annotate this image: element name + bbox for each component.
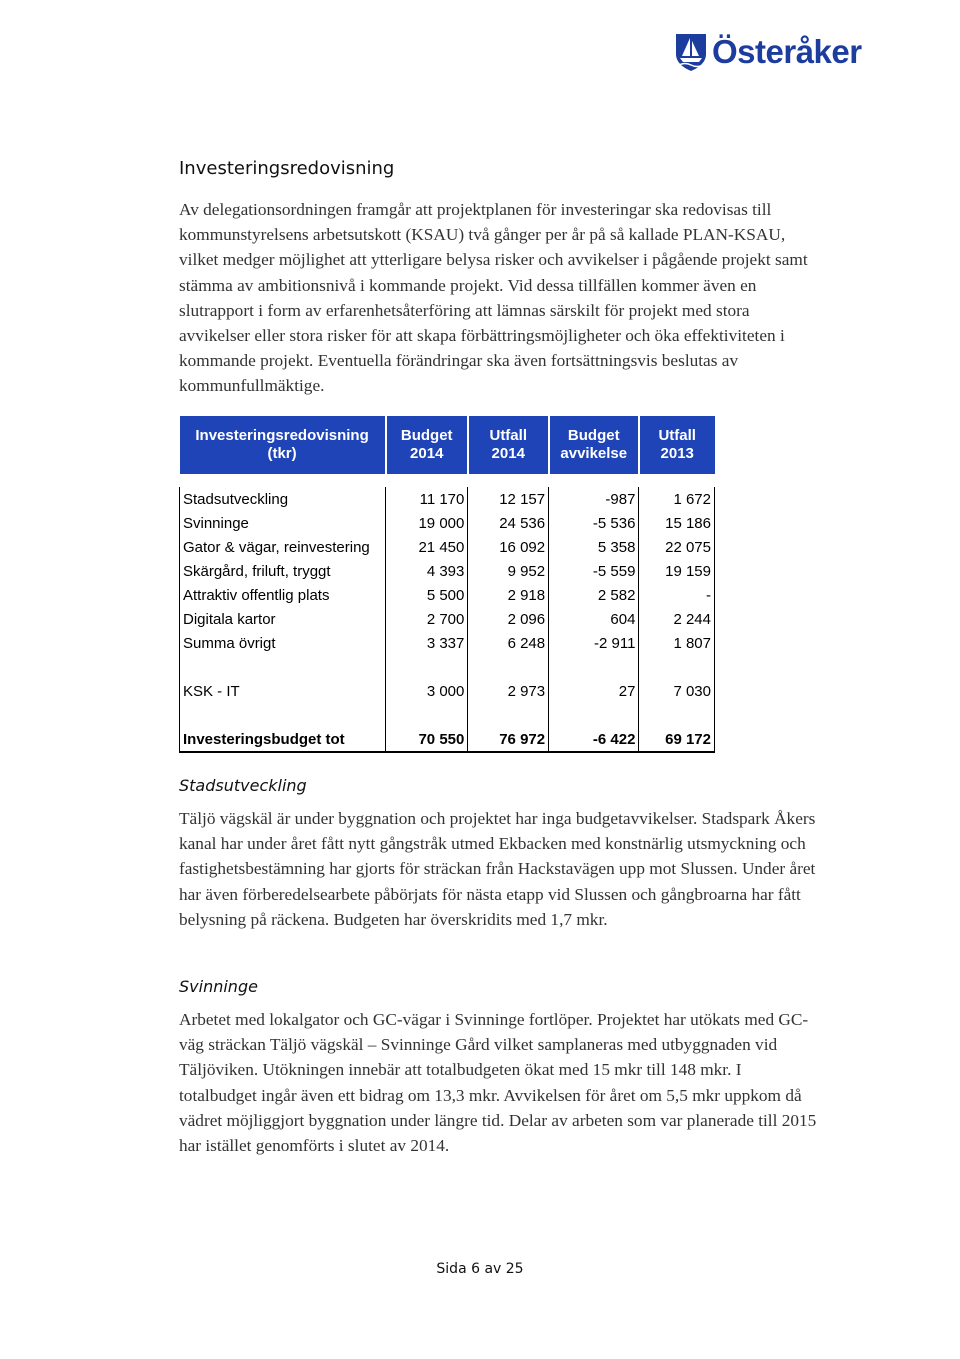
header-cell: Investeringsredovisning (tkr) xyxy=(180,416,386,474)
row-label: Stadsutveckling xyxy=(180,487,386,511)
cell-utfall-2013: 7 030 xyxy=(639,679,715,703)
cell-avvikelse: -5 536 xyxy=(549,511,639,535)
cell-budget-2014: 4 393 xyxy=(386,559,468,583)
cell-avvikelse: 5 358 xyxy=(549,535,639,559)
cell-utfall-2014: 9 952 xyxy=(468,559,549,583)
cell-budget-2014: 3 000 xyxy=(386,679,468,703)
cell-utfall-2013: 2 244 xyxy=(639,607,715,631)
cell-utfall-2014: 12 157 xyxy=(468,487,549,511)
total-utfall-2014: 76 972 xyxy=(468,727,549,752)
cell-utfall-2013: 1 672 xyxy=(639,487,715,511)
header-cell: Budget 2014 xyxy=(386,416,468,474)
coat-of-arms-icon xyxy=(674,32,708,72)
cell-utfall-2013: 15 186 xyxy=(639,511,715,535)
table-header-row xyxy=(180,416,715,474)
cell-budget-2014: 2 700 xyxy=(386,607,468,631)
row-label: Skärgård, friluft, tryggt xyxy=(180,559,386,583)
cell-utfall-2013: 1 807 xyxy=(639,631,715,655)
row-label: Digitala kartor xyxy=(180,607,386,631)
cell-avvikelse: -987 xyxy=(549,487,639,511)
stadsutveckling-paragraph: Täljö vägskäl är under byggnation och projektet har inga budgetavvikelser. Stadspark Åkers kanal har under året fått nytt gångstråk utmed Ekbacken med konstnärlig utsmyckning och fastighetsbestämning har gjorts för sträckan från Hackstavägen upp mot Slussen. Under året har även förberedelsearbete påbörjats för nästa etapp vid Slussen och gångbroarna har fått belysning på räckena. Budgeten har överskridits med 1,7 mkr. xyxy=(179,809,816,929)
page-number: Sida 6 av 25 xyxy=(436,1261,524,1277)
cell-utfall-2014: 6 248 xyxy=(468,631,549,655)
cell-avvikelse: 27 xyxy=(549,679,639,703)
cell-budget-2014: 3 337 xyxy=(386,631,468,655)
table-row-ksk xyxy=(180,679,715,703)
table-spacer-row xyxy=(180,703,715,727)
svinninge-heading: Svinninge xyxy=(179,977,258,996)
cell-utfall-2013: 19 159 xyxy=(639,559,715,583)
table-row xyxy=(180,559,715,583)
table-total-row xyxy=(180,727,715,752)
cell-utfall-2014: 16 092 xyxy=(468,535,549,559)
cell-avvikelse: -5 559 xyxy=(549,559,639,583)
logo-text: Österåker xyxy=(712,33,862,70)
cell-avvikelse: 2 582 xyxy=(549,583,639,607)
stadsutveckling-heading: Stadsutveckling xyxy=(179,776,307,795)
total-label: Investeringsbudget tot xyxy=(180,727,386,752)
header-cell: Budget avvikelse xyxy=(549,416,639,474)
header-cell: Utfall 2014 xyxy=(468,416,549,474)
cell-budget-2014: 21 450 xyxy=(386,535,468,559)
row-label: KSK - IT xyxy=(180,679,386,703)
cell-budget-2014: 5 500 xyxy=(386,583,468,607)
table-row xyxy=(180,535,715,559)
row-label: Gator & vägar, reinvestering xyxy=(180,535,386,559)
cell-utfall-2014: 24 536 xyxy=(468,511,549,535)
row-label: Svinninge xyxy=(180,511,386,535)
table-row xyxy=(180,583,715,607)
cell-utfall-2014: 2 096 xyxy=(468,607,549,631)
row-label: Attraktiv offentlig plats xyxy=(180,583,386,607)
total-utfall-2013: 69 172 xyxy=(639,727,715,752)
table-spacer-row xyxy=(180,655,715,679)
row-label: Summa övrigt xyxy=(180,631,386,655)
cell-avvikelse: -2 911 xyxy=(549,631,639,655)
cell-avvikelse: 604 xyxy=(549,607,639,631)
investment-table xyxy=(179,416,715,753)
header-cell: Utfall 2013 xyxy=(639,416,715,474)
table-row xyxy=(180,511,715,535)
cell-utfall-2013: - xyxy=(639,583,715,607)
section-title: Investeringsredovisning xyxy=(179,158,395,179)
logo xyxy=(674,30,862,74)
table-gap xyxy=(180,474,715,487)
table-row xyxy=(180,487,715,511)
cell-utfall-2013: 22 075 xyxy=(639,535,715,559)
total-budget-2014: 70 550 xyxy=(386,727,468,752)
cell-utfall-2014: 2 973 xyxy=(468,679,549,703)
cell-budget-2014: 19 000 xyxy=(386,511,468,535)
svinninge-paragraph: Arbetet med lokalgator och GC-vägar i Svinninge fortlöper. Projektet har utökats med GC-väg sträckan Täljö vägskäl – Svinninge Gård vilket samplaneras med utbyggnaden vid Täljöviken. Utökningen innebär att totalbudgeten ökat med 15 mkr till 148 mkr. I totalbudget ingår även ett bidrag om 13,3 mkr. Avvikelsen för året om 5,5 mkr uppkom då vädret möjliggjort byggnation under längre tid. Delar av arbeten som var planerade till 2015 har istället genomförts i slutet av 2014. xyxy=(179,1010,817,1156)
total-avvikelse: -6 422 xyxy=(549,727,639,752)
table-row xyxy=(180,631,715,655)
table-row xyxy=(180,607,715,631)
intro-paragraph: Av delegationsordningen framgår att projektplanen för investeringar ska redovisas till kommunstyrelsens arbetsutskott (KSAU) två gånger per år på så kallade PLAN-KSAU, vilket medger möjlighet att ytterligare belysa risker och avvikelser i pågående projekt samt stämma av ambitionsnivå i kommande projekt. Vid dessa tillfällen kommer även en slutrapport i form av erfarenhetsåterföring att lämnas särskilt för projekt med stora avvikelser eller stora risker för att skapa förbättringsmöjligheter och öka effektiviteten i kommande projekt. Eventuella förändringar ska även fortsättningsvis beslutas av kommunfullmäktige. xyxy=(179,200,808,396)
cell-budget-2014: 11 170 xyxy=(386,487,468,511)
cell-utfall-2014: 2 918 xyxy=(468,583,549,607)
